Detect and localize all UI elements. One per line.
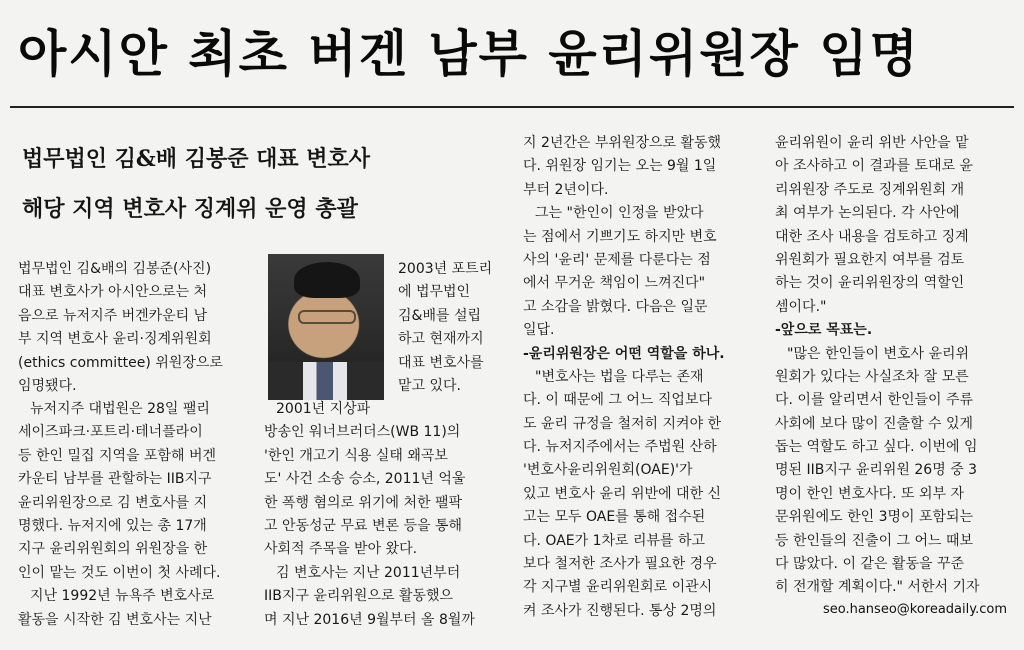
text-line: 윤리위원장으로 김 변호사를 지: [18, 494, 208, 511]
text-line: "변호사는 법을 다루는 존재: [535, 368, 704, 385]
text-line: 그는 "한인이 인정을 받았다: [535, 205, 704, 222]
text-line: 셈이다.": [775, 298, 827, 315]
text-line: 대표 변호사가 아시안으로는 처: [18, 284, 208, 301]
text-line: 다. 이 때문에 그 어느 직업보다: [523, 392, 712, 409]
text-line: 도' 사건 소송 승소, 2011년 억울: [264, 471, 466, 488]
portrait-photo-icon: [268, 254, 384, 400]
text-line: 고는 모두 OAE를 통해 접수된: [523, 509, 706, 526]
text-line: 사회적 주목을 받아 왔다.: [264, 541, 418, 558]
text-line: 2001년 지상파: [276, 401, 371, 417]
text-line: 활동을 시작한 김 변호사는 지난: [18, 611, 212, 628]
portrait-glasses: [298, 310, 356, 324]
text-line: (ethics committee) 위원장으로: [18, 354, 223, 371]
text-line: 대표 변호사를: [398, 354, 484, 371]
text-line: 등 한인 밀집 지역을 포함해 버겐: [18, 447, 217, 464]
text-line: "많은 한인들이 변호사 윤리위: [787, 345, 970, 362]
text-line: 하고 현재까지: [398, 331, 484, 348]
text-line: 사회에 보다 많이 진출할 수 있게: [775, 415, 974, 432]
portrait-hair: [294, 262, 360, 298]
text-line: 최 여부가 논의된다. 각 사안에: [775, 205, 960, 222]
text-line: 고 소감을 밝혔다. 다음은 일문: [523, 298, 708, 315]
text-line: -윤리위원장은 어떤 역할을 하나.: [523, 345, 725, 362]
text-line: 뉴저지주 대법원은 28일 팰리: [30, 401, 210, 417]
article-column-2: [523, 132, 755, 623]
text-line: 원회가 있다는 사실조차 잘 모른: [775, 368, 969, 385]
text-line: 윤리위원이 윤리 위반 사안을 맡: [775, 135, 969, 151]
article-column-1c: [398, 258, 500, 398]
text-line: 2003년 포트리: [398, 261, 493, 277]
text-line: 세이즈파크·포트리·테너플라이: [18, 424, 203, 441]
text-line: 다. 위원장 임기는 오는 9월 1일: [523, 158, 717, 175]
text-line: 명이 한인 변호사다. 또 외부 자: [775, 485, 964, 502]
subhead-2: 해당 지역 변호사 징계위 운영 총괄: [22, 196, 358, 222]
text-line: 아 조사하고 이 결과를 토대로 윤: [775, 158, 974, 175]
headline: 아시안 최초 버겐 남부 윤리위원장 임명: [18, 25, 920, 83]
portrait-shirt: [268, 362, 384, 400]
text-line: 다. OAE가 1차로 리뷰를 하고: [523, 532, 706, 549]
text-line: 등 한인들의 진출이 그 어느 때보: [775, 532, 974, 549]
text-line: 김&배를 설립: [398, 307, 481, 324]
text-line: 부 지역 변호사 윤리·징계위원회: [18, 331, 212, 348]
text-line: 위원회가 필요한지 여부를 검토: [775, 251, 965, 268]
text-line: 다. 이를 알리면서 한인들이 주류: [775, 392, 974, 409]
text-line: 한 폭행 혐의로 위기에 처한 팰팍: [264, 494, 463, 511]
text-line: 일답.: [523, 322, 555, 339]
text-line: 맡고 있다.: [398, 377, 461, 394]
text-line: 다. 뉴저지주에서는 주법원 산하: [523, 439, 717, 456]
text-line: '변호사윤리위원회(OAE)'가: [523, 462, 693, 479]
text-line: 음으로 뉴저지주 버겐카운티 남: [18, 307, 208, 324]
text-line: 지난 1992년 뉴욕주 변호사로: [30, 588, 215, 605]
text-line: 법무법인 김&배의 김봉준(사진): [18, 261, 212, 277]
article-column-1a: [18, 258, 262, 398]
text-line: 있고 변호사 윤리 위반에 대한 신: [523, 485, 722, 502]
text-line: 히 전개할 계획이다." 서한서 기자: [775, 579, 980, 596]
subhead-1: 법무법인 김&배 김봉준 대표 변호사: [22, 146, 371, 172]
text-line: 명했다. 뉴저지에 있는 총 17개: [18, 517, 207, 534]
text-line: -앞으로 목표는.: [775, 322, 873, 339]
text-line: 고 안동성군 무료 변론 등을 통해: [264, 517, 463, 534]
text-line: 카운티 남부를 관할하는 IIB지구: [18, 471, 212, 488]
text-line: 돕는 역할도 하고 싶다. 이번에 임: [775, 439, 978, 456]
text-line: 대한 조사 내용을 검토하고 징계: [775, 228, 969, 245]
text-line: 사의 '윤리' 문제를 다룬다는 점: [523, 251, 711, 268]
text-line: 김 변호사는 지난 2011년부터: [276, 564, 461, 581]
article-column-1b: [18, 398, 262, 632]
text-line: 임명됐다.: [18, 377, 77, 394]
text-line: 인이 맡는 것도 이번이 첫 사례다.: [18, 564, 221, 581]
article-column-1d: [264, 398, 502, 632]
headline-rule: [10, 106, 1014, 108]
text-line: 다 많았다. 이 같은 활동을 꾸준: [775, 556, 964, 573]
text-line: 켜 조사가 진행된다. 통상 2명의: [523, 602, 717, 619]
text-line: 에서 무거운 책임이 느껴진다": [523, 275, 706, 292]
text-line: 문위원에도 한인 3명이 포함되는: [775, 509, 974, 526]
text-line: 보다 철저한 조사가 필요한 경우: [523, 556, 717, 573]
text-line: 리위원장 주도로 징계위원회 개: [775, 181, 965, 198]
text-line: 도 윤리 규정을 철저히 지켜야 한: [523, 415, 722, 432]
article-column-3: [775, 132, 1007, 600]
text-line: 명된 IIB지구 윤리위원 26명 중 3: [775, 462, 978, 479]
text-line: '한인 개고기 식용 실태 왜곡보: [264, 447, 448, 464]
byline-email: seo.hanseo@koreadaily.com: [822, 602, 1007, 617]
text-line: 하는 것이 윤리위원장의 역할인: [775, 275, 965, 292]
text-line: 부터 2년이다.: [523, 181, 609, 198]
text-line: 지 2년간은 부위원장으로 활동했: [523, 135, 722, 151]
text-line: 며 지난 2016년 9월부터 올 8월까: [264, 611, 475, 628]
text-line: 각 지구별 윤리위원회로 이관시: [523, 579, 713, 596]
text-line: 는 점에서 기쁘기도 하지만 변호: [523, 228, 717, 245]
text-line: 방송인 워너브러더스(WB 11)의: [264, 424, 461, 441]
text-line: 지구 윤리위원회의 위원장을 한: [18, 541, 208, 558]
text-line: 에 법무법인: [398, 284, 471, 301]
text-line: IIB지구 윤리위원으로 활동했으: [264, 588, 454, 605]
